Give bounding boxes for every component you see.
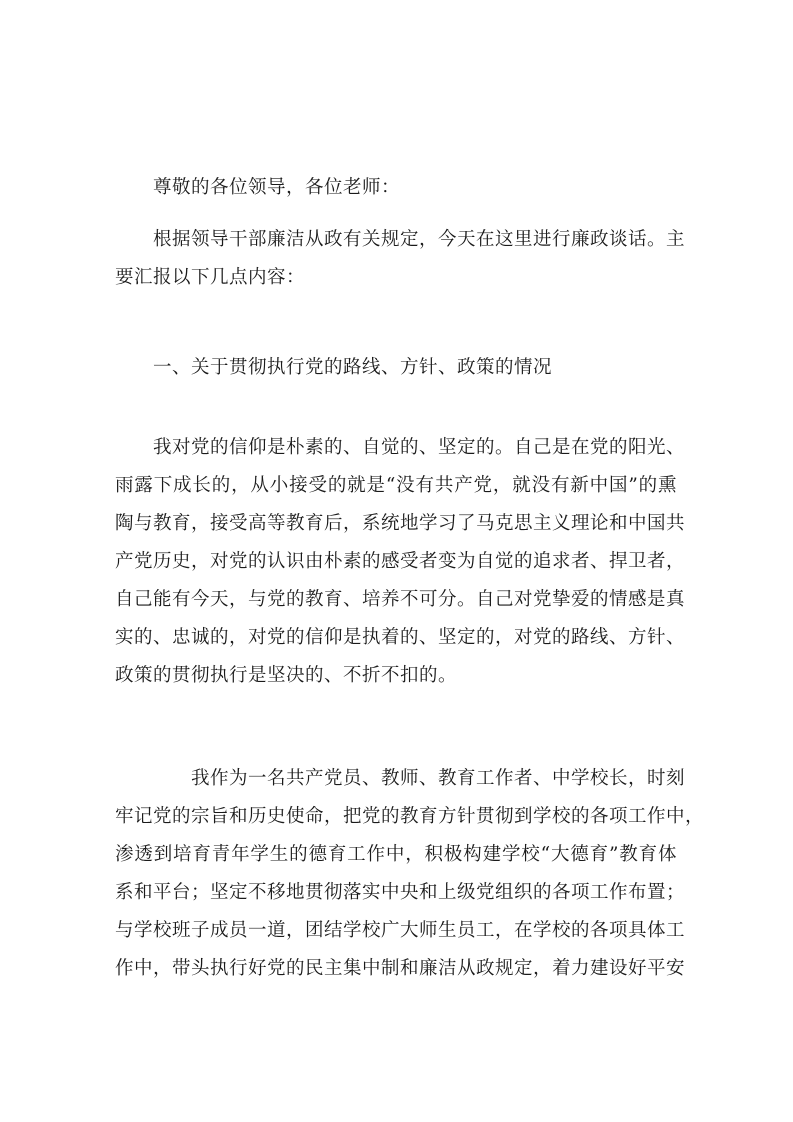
paragraph-2-line-5: 与学校班子成员一道，团结学校广大师生员工，在学校的各项具体工: [115, 920, 686, 941]
paragraph-1-line-6: 实的、忠诚的，对党的信仰是执着的、坚定的，对党的路线、方针、: [115, 627, 686, 648]
intro-line-2: 要汇报以下几点内容：: [115, 267, 306, 288]
paragraph-2-line-2: 牢记党的宗旨和历史使命，把党的教育方针贯彻到学校的各项工作中，: [115, 806, 705, 827]
paragraph-2-line-3: 渗透到培育青年学生的德育工作中，积极构建学校“大德育”教育体: [115, 844, 677, 865]
intro-line-1: 根据领导干部廉洁从政有关规定，今天在这里进行廉政谈话。主: [153, 229, 686, 250]
paragraph-1-line-1: 我对党的信仰是朴素的、自觉的、坚定的。自己是在党的阳光、: [153, 437, 686, 458]
section-heading: 一、关于贯彻执行党的路线、方针、政策的情况: [153, 357, 553, 378]
paragraph-1-line-7: 政策的贯彻执行是坚决的、不折不扣的。: [115, 665, 458, 686]
paragraph-2-line-6: 作中，带头执行好党的民主集中制和廉洁从政规定，着力建设好平安: [115, 958, 686, 979]
paragraph-1-line-2: 雨露下成长的，从小接受的就是“没有共产党，就没有新中国”的熏: [115, 475, 677, 496]
paragraph-2-line-1: 我作为一名共产党员、教师、教育工作者、中学校长，时刻: [191, 768, 686, 789]
paragraph-2-line-4: 系和平台；坚定不移地贯彻落实中央和上级党组织的各项工作布置；: [115, 882, 686, 903]
paragraph-1-line-4: 产党历史，对党的认识由朴素的感受者变为自觉的追求者、捍卫者，: [115, 551, 686, 572]
paragraph-1-line-5: 自己能有今天，与党的教育、培养不可分。自己对党挚爱的情感是真: [115, 589, 686, 610]
salutation: 尊敬的各位领导，各位老师：: [153, 177, 401, 198]
paragraph-1-line-3: 陶与教育，接受高等教育后，系统地学习了马克思主义理论和中国共: [115, 513, 686, 534]
